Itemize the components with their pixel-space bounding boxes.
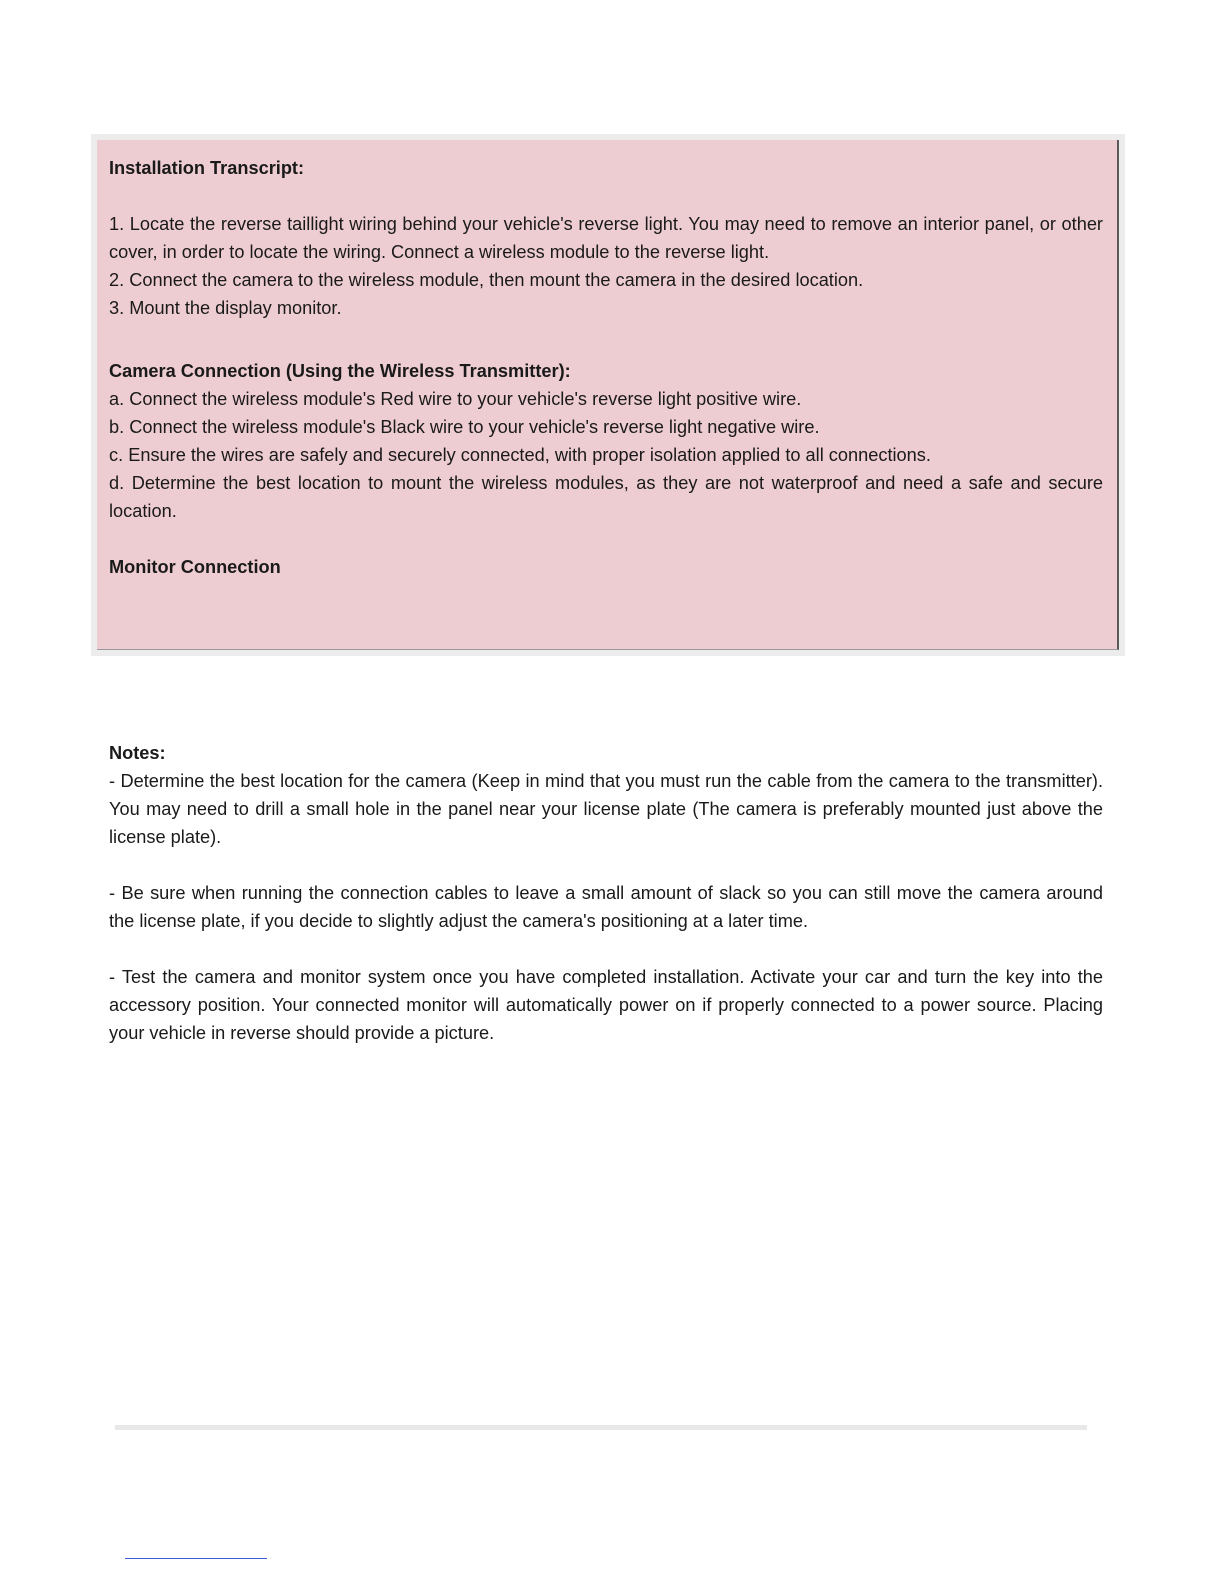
notes-section	[109, 739, 1103, 1047]
spacer	[109, 935, 1103, 963]
instructions-box-frame	[91, 134, 1125, 656]
camera-connection-heading: Camera Connection (Using the Wireless Transmitter):	[109, 361, 571, 381]
note-item-3: - Test the camera and monitor system once you have completed installation. Activate your car and turn the key into the accessory position. Your connected monitor will automatically power on if properly connected to a power source. Placing your vehicle in reverse should provide a picture.	[109, 967, 1103, 1043]
notes-heading: Notes:	[109, 743, 166, 763]
camera-connection-item-c: c. Ensure the wires are safely and securely connected, with proper isolation applied to all connections.	[109, 445, 931, 465]
spacer	[109, 182, 1103, 210]
installation-step-3: 3. Mount the display monitor.	[109, 298, 342, 318]
camera-connection-item-d: d. Determine the best location to mount the wireless modules, as they are not waterproof and need a safe and secure location.	[109, 473, 1103, 521]
instructions-box	[97, 140, 1119, 650]
camera-connection-item-b: b. Connect the wireless module's Black wire to your vehicle's reverse light negative wire.	[109, 417, 820, 437]
spacer	[109, 322, 1103, 357]
spacer	[109, 525, 1103, 553]
installation-step-1: 1. Locate the reverse taillight wiring behind your vehicle's reverse light. You may need to remove an interior panel, or other cover, in order to locate the wiring. Connect a wireless module to the reverse light.	[109, 214, 1103, 262]
footnote-divider	[125, 1558, 267, 1559]
spacer	[109, 851, 1103, 879]
installation-step-2: 2. Connect the camera to the wireless module, then mount the camera in the desired location.	[109, 270, 864, 290]
installation-heading: Installation Transcript:	[109, 158, 305, 178]
note-item-1: - Determine the best location for the camera (Keep in mind that you must run the cable from the camera to the transmitter). You may need to drill a small hole in the panel near your license plate (The camera is preferably mounted just above the license plate).	[109, 771, 1103, 847]
camera-connection-item-a: a. Connect the wireless module's Red wire to your vehicle's reverse light positive wire.	[109, 389, 802, 409]
footer-divider	[115, 1425, 1087, 1430]
monitor-connection-heading: Monitor Connection	[109, 557, 281, 577]
note-item-2: - Be sure when running the connection cables to leave a small amount of slack so you can still move the camera around the license plate, if you decide to slightly adjust the camera's positioning at a later time.	[109, 883, 1103, 931]
